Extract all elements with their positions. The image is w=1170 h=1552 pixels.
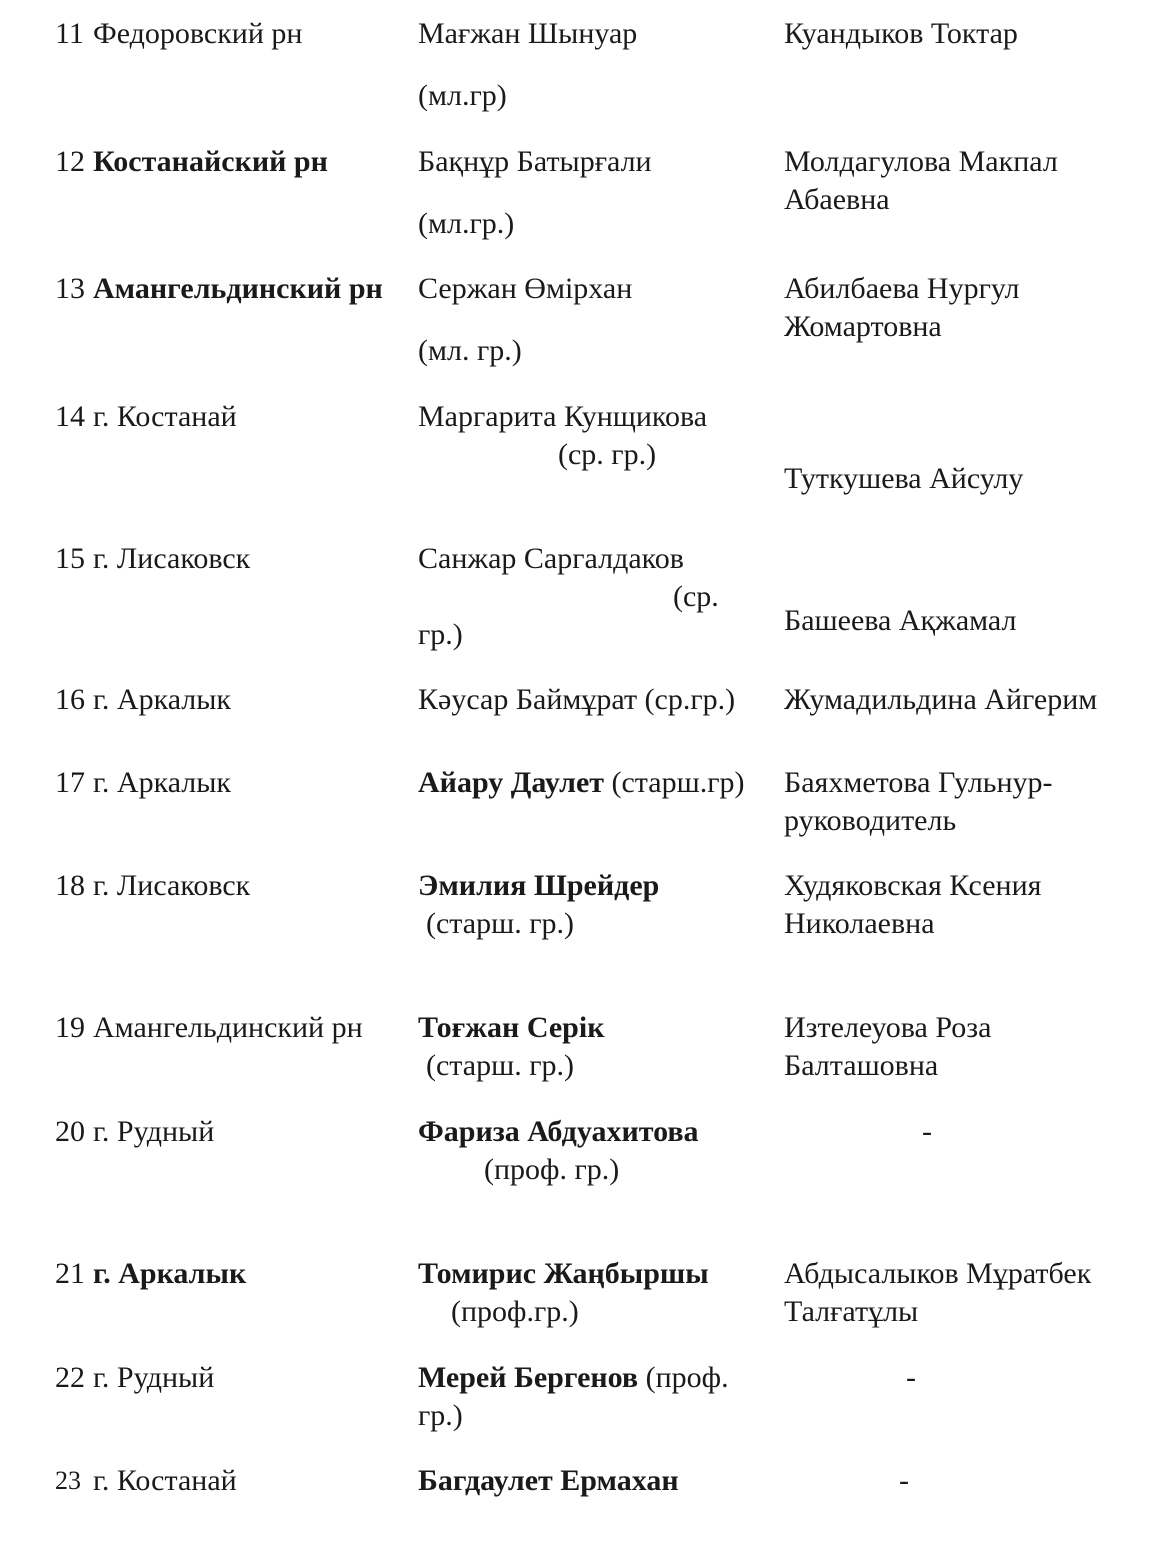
age-group: (старш.гр) — [604, 766, 745, 799]
district-name: г. Костанай — [93, 1464, 237, 1497]
row-number: 17 — [55, 766, 85, 799]
row-number: 12 — [55, 145, 85, 178]
leader-name: - — [922, 1115, 932, 1148]
participant-name: Санжар Саргалдаков — [418, 542, 684, 575]
district-name: Костанайский рн — [93, 145, 328, 178]
district-name: г. Лисаковск — [93, 542, 251, 575]
leader-cell — [784, 867, 1164, 943]
district-name: г. Аркалык — [93, 766, 231, 799]
leader-cell — [784, 1009, 1164, 1085]
row-number: 22 — [55, 1361, 85, 1394]
participant-cell — [418, 270, 783, 370]
row-number: 14 — [55, 400, 85, 433]
age-group: (проф.гр.) — [451, 1295, 579, 1328]
row-number: 20 — [55, 1115, 85, 1148]
age-group: (проф. — [638, 1361, 729, 1394]
participant-cell — [418, 540, 783, 654]
participant-name: Эмилия Шрейдер — [418, 869, 660, 902]
participant-cell — [418, 1255, 783, 1331]
leader-name: Куандыков Токтар — [784, 17, 1018, 50]
participant-line — [418, 764, 783, 802]
district-name: г. Аркалык — [93, 1257, 247, 1290]
district-name: Амангельдинский рн — [93, 1011, 363, 1044]
leader-cell — [784, 270, 1164, 346]
district-name: г. Рудный — [93, 1115, 215, 1148]
participant-name: Мерей Бергенов — [418, 1361, 639, 1394]
leader-cell — [784, 764, 1164, 840]
participant-cell — [418, 1113, 783, 1189]
leader-cell — [784, 1113, 1164, 1151]
row-number: 21 — [55, 1257, 85, 1290]
participant-cell — [418, 681, 783, 719]
district-name: г. Аркалык — [93, 683, 231, 716]
age-group: (мл.гр) — [418, 79, 507, 112]
district-name: г. Рудный — [93, 1361, 215, 1394]
leader-name: - — [906, 1361, 916, 1394]
age-group: (проф. гр.) — [484, 1153, 620, 1186]
leader-cell — [784, 540, 1164, 640]
district-name: г. Лисаковск — [93, 869, 251, 902]
leader-name: Туткушева Айсулу — [784, 462, 1024, 495]
leader-name: Абдысалыков Мұратбек — [784, 1257, 1092, 1290]
leader-name-line2: Абаевна — [784, 183, 890, 216]
participant-cell — [418, 398, 783, 474]
leader-name-line2: Николаевна — [784, 907, 935, 940]
leader-name: - — [899, 1464, 909, 1497]
participant-line — [418, 1359, 783, 1397]
participant-name: Томирис Жаңбыршы — [418, 1257, 709, 1290]
leader-cell — [784, 1359, 1164, 1397]
leader-cell — [784, 681, 1164, 719]
row-number: 19 — [55, 1011, 85, 1044]
age-group: (мл.гр.) — [418, 207, 515, 240]
leader-name-line2: руководитель — [784, 804, 957, 837]
leader-name: Жумадильдина Айгерим — [784, 683, 1098, 716]
row-number: 11 — [55, 17, 84, 50]
participant-cell — [418, 143, 783, 243]
participant-name: Багдаулет Ермахан — [418, 1464, 679, 1497]
participant-name: Тоғжан Серік — [418, 1011, 605, 1044]
participant-cell — [418, 764, 783, 802]
participant-cell — [418, 867, 783, 943]
participant-name: Маргарита Кунщикова — [418, 400, 708, 433]
leader-name: Баяхметова Гульнур- — [784, 766, 1053, 799]
age-group: (ср. гр.) — [558, 438, 657, 471]
leader-name-line2: Талғатұлы — [784, 1295, 919, 1328]
age-group: (ср. — [673, 580, 719, 613]
row-number: 13 — [55, 272, 85, 305]
participant-name: Бақнұр Батырғали — [418, 145, 652, 178]
participant-cell — [418, 1462, 783, 1500]
age-group: (старш. гр.) — [426, 1049, 574, 1082]
leader-name-line2: Балташовна — [784, 1049, 939, 1082]
leader-name: Абилбаева Нургул — [784, 272, 1020, 305]
row-number: 16 — [55, 683, 85, 716]
age-group: (мл. гр.) — [418, 334, 522, 367]
leader-cell — [784, 1462, 1164, 1500]
participant-cell — [418, 1359, 783, 1435]
leader-cell — [784, 398, 1164, 498]
district-name: г. Костанай — [93, 400, 237, 433]
row-number: 23 — [55, 1466, 81, 1495]
leader-name-line2: Жомартовна — [784, 310, 942, 343]
leader-cell — [784, 1255, 1164, 1331]
district-name: Федоровский рн — [93, 17, 303, 50]
participant-cell — [418, 1009, 783, 1085]
leader-name: Молдагулова Макпал — [784, 145, 1058, 178]
leader-name: Изтелеуова Роза — [784, 1011, 992, 1044]
participant-cell — [418, 15, 783, 115]
leader-name: Худяковская Ксения — [784, 869, 1042, 902]
participant-name: Кәусар Баймұрат (ср.гр.) — [418, 683, 736, 716]
age-group-line2: гр.) — [418, 618, 463, 651]
age-group-line2: гр.) — [418, 1399, 463, 1432]
leader-name: Башеева Ақжамал — [784, 604, 1017, 637]
row-number: 15 — [55, 542, 85, 575]
participant-name: Сержан Өмірхан — [418, 272, 633, 305]
participant-name: Мағжан Шынуар — [418, 17, 638, 50]
district-name: Амангельдинский рн — [93, 272, 383, 305]
participant-name: Айару Даулет — [418, 766, 604, 799]
leader-cell — [784, 143, 1164, 219]
participant-name: Фариза Абдуахитова — [418, 1115, 699, 1148]
leader-cell — [784, 15, 1164, 53]
row-number: 18 — [55, 869, 85, 902]
age-group: (старш. гр.) — [426, 907, 574, 940]
